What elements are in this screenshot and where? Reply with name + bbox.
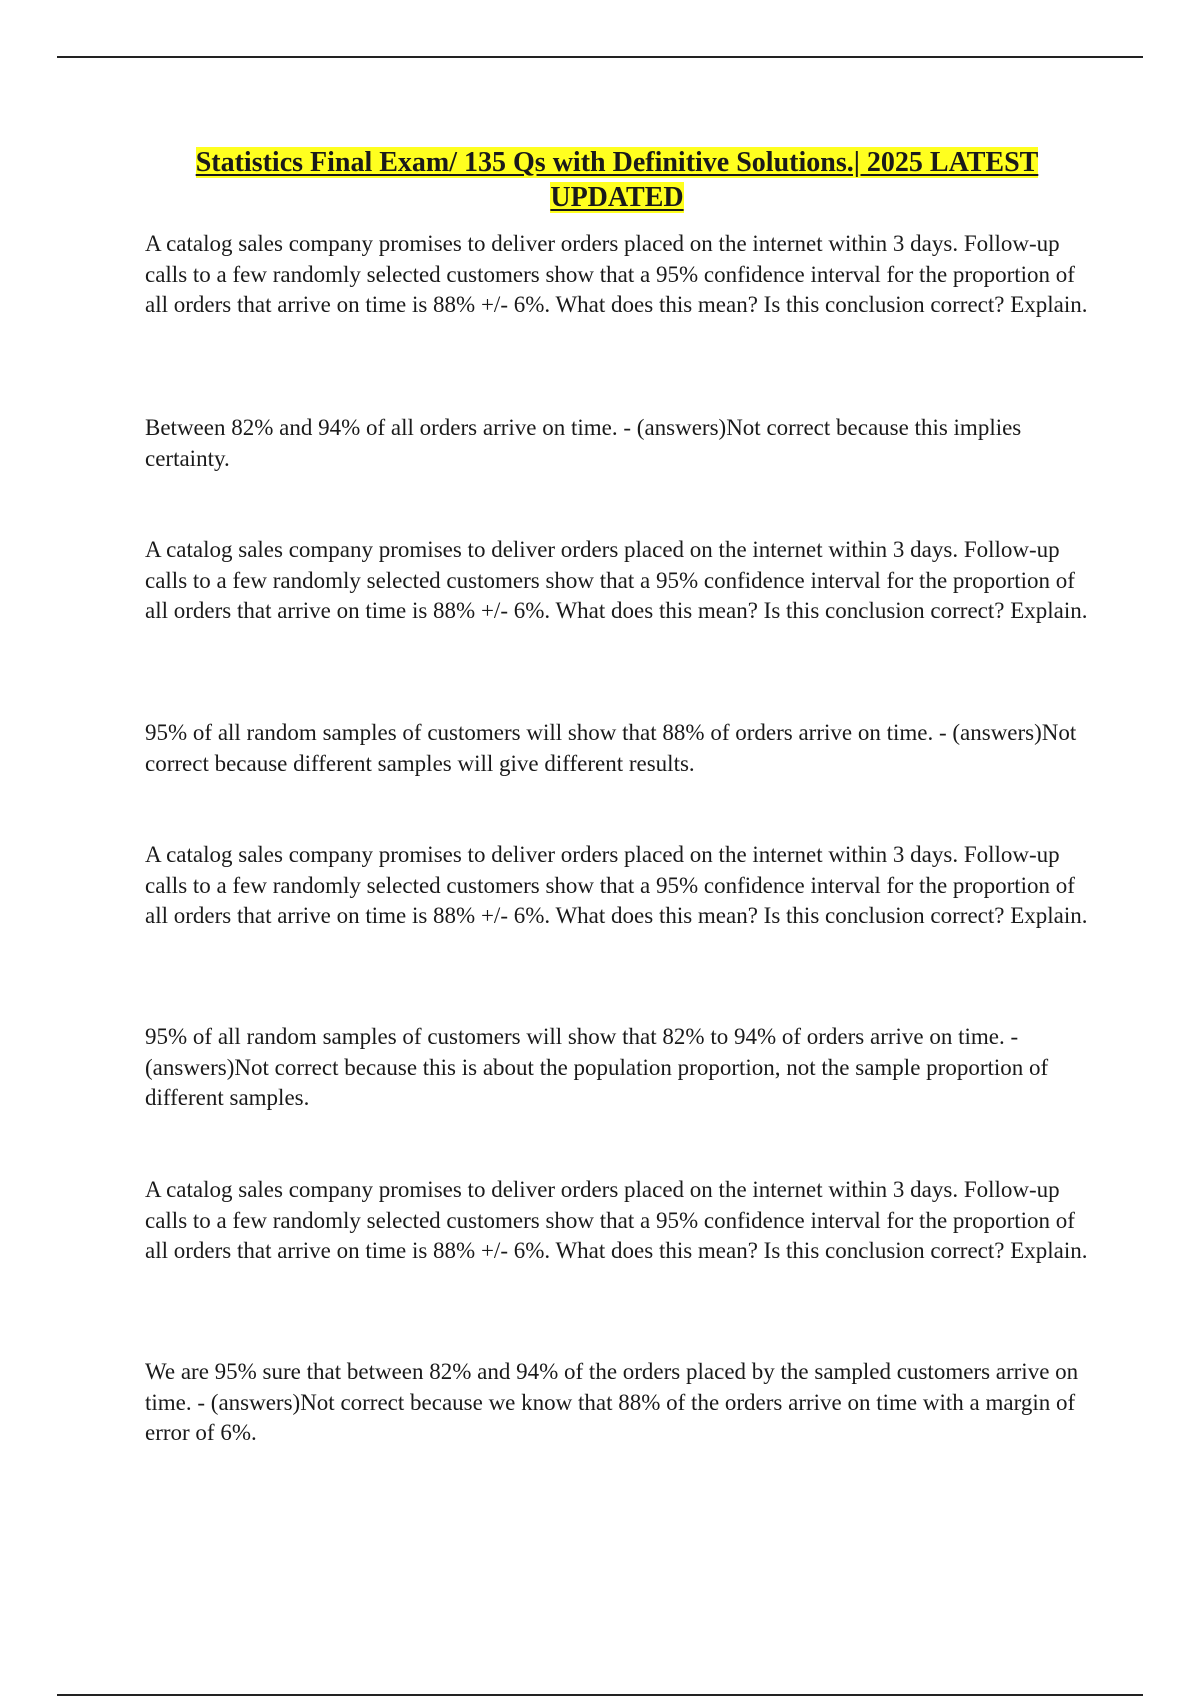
question-block-1: A catalog sales company promises to deliver orders placed on the internet within 3 days. Follow-up calls to a few randomly selected customers show that a 95% confidence interval for the proportion of all orders that arrive on time is 88% +/- 6%. What does this mean? Is this conclusion correct? Explain. bbox=[145, 231, 1088, 317]
question-block-4: A catalog sales company promises to deliver orders placed on the internet within 3 days. Follow-up calls to a few randomly selected customers show that a 95% confidence interval for the proportion of all orders that arrive on time is 88% +/- 6%. What does this mean? Is this conclusion correct? Explain. bbox=[145, 1177, 1088, 1263]
answer-block-2: 95% of all random samples of customers will show that 88% of orders arrive on time. - (answers)Not correct because different samples will give different results. bbox=[145, 720, 1077, 776]
document-title-text: Statistics Final Exam/ 135 Qs with Definitive Solutions.| 2025 LATEST UPDATED bbox=[195, 147, 1039, 213]
answer-block-3: 95% of all random samples of customers will show that 82% to 94% of orders arrive on time. - (answers)Not correct because this is about the population proportion, not the sample proportion of different samples. bbox=[145, 1024, 1049, 1110]
answer-block-1: Between 82% and 94% of all orders arrive on time. - (answers)Not correct because this implies certainty. bbox=[145, 415, 1022, 471]
document-title bbox=[150, 145, 1084, 215]
question-block-3: A catalog sales company promises to deliver orders placed on the internet within 3 days. Follow-up calls to a few randomly selected customers show that a 95% confidence interval for the proportion of all orders that arrive on time is 88% +/- 6%. What does this mean? Is this conclusion correct? Explain. bbox=[145, 842, 1088, 928]
answer-block-4: We are 95% sure that between 82% and 94% of the orders placed by the sampled customers arrive on time. - (answers)Not correct because we know that 88% of the orders arrive on time with a margin of error of 6%. bbox=[145, 1359, 1079, 1445]
question-block-2: A catalog sales company promises to deliver orders placed on the internet within 3 days. Follow-up calls to a few randomly selected customers show that a 95% confidence interval for the proportion of all orders that arrive on time is 88% +/- 6%. What does this mean? Is this conclusion correct? Explain. bbox=[145, 537, 1088, 623]
top-rule bbox=[57, 56, 1143, 58]
bottom-rule bbox=[57, 1694, 1143, 1696]
